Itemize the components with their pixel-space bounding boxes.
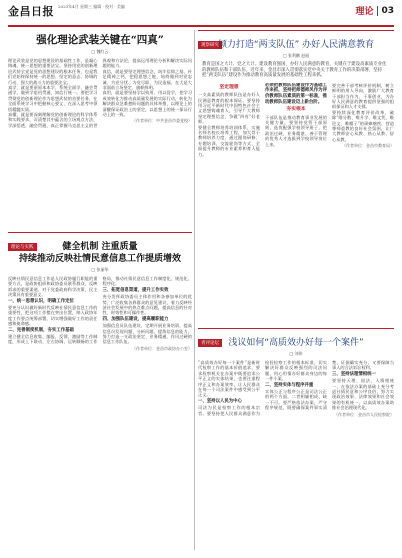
column-divider: [194, 30, 195, 550]
article-body: [8, 276, 192, 351]
paragraph: “高质效办好每一个案件”是新时代检察工作的基本价值追求，要求检察机关在办案中既要追求公平正义的实体结果，也要注重程序正义和办案效率，让人民群众在每一个司法案件中感受到公平正义。: [198, 360, 260, 398]
right-column: [198, 30, 394, 554]
paragraph: 加强信息员队伍建设，定期开展业务培训，提高信息员发现问题、分析问题、提炼信息的能力，努力打造一支政治坚定、业务精通、作风过硬的信息工作队伍。: [102, 323, 192, 345]
issue-info: 2023年4月 星期三 编辑 · 校对 · 美编: [58, 4, 125, 9]
column-tag: 青评论坛: [198, 339, 222, 347]
pull-quote: 必须把教师队伍建设作为基础工作来抓，坚持把师德师风作为评价教师队伍素质的第一标准，推动教师队伍建设迈上新台阶。: [265, 82, 327, 105]
section-label: 理论: [355, 7, 374, 17]
article-left-bottom: [8, 232, 192, 550]
article-right-top: [198, 30, 394, 324]
sub-heading: 一、统一思想认识，明确工作定位: [8, 298, 74, 304]
article-lead: 教育是国之大计、党之大计。建设教育强国，办好人民满意的教育，关键在于建设高素质专业化的教师队伍和干部队伍。近年来，金昌市深入贯彻落实党中央关于教育工作的决策部署，坚持把“两支队伍”建设作为推动教育高质量发展的基础性工程来抓。: [202, 62, 387, 79]
article-byline: □ 魏红云: [91, 49, 109, 54]
masthead: [0, 0, 402, 26]
article-body: [8, 58, 192, 128]
sub-heading: 夯实根本: [286, 107, 306, 113]
article-right-bottom: [198, 328, 394, 552]
article-headline: 强化理论武装关键在“四真”: [36, 34, 164, 46]
paragraph: 司法为民是检察工作的根本宗旨。要坚持把人民群众满意作为检验检察工作的根本标准，切实解决好群众反映强烈的司法问题，用心用情办好群众身边的每一件小案。: [198, 360, 327, 416]
masthead-rule: [8, 25, 394, 27]
article-body-wrap: [198, 83, 394, 315]
article-body-wrap: [8, 276, 192, 548]
paragraph: 真懂，就是要深刻理解党的创新理论的科学体系和实践要求，弄清楚其中蕴含的立场观点方法，学深悟透、融会贯通，真正掌握马克思主义的世界观和方法论，提高运用理论分析和解决实际问题的能力。: [8, 58, 192, 128]
column-tag: 理论与实践: [8, 243, 37, 251]
column-tag: 观察研究: [198, 41, 222, 49]
article-byline: □ 张丽华: [91, 267, 109, 272]
article-left-top: [8, 30, 192, 228]
article-body-wrap: [8, 58, 192, 228]
sub-heading: 三、坚持法理情相统一: [332, 371, 376, 377]
author-unit: （作者单位：金昌市人民检察院）: [334, 411, 394, 417]
article-byline: □ 张利鹏 赵丽: [282, 53, 310, 58]
paragraph: 真学，就是要原原本本学、系统全面学、融会贯通学，做到学思用贯通、知信行统一。要把学习贯彻党的创新理论作为思想武装的首要任务，在全面系统学习中把握核心要义，在深入思考中领悟精髓实质。: [8, 85, 98, 112]
masthead-right: [355, 4, 394, 17]
paragraph: 真信，就是要坚定理想信念，筑牢信仰之基，补足精神之钙，把稳思想之舵，始终做到对党忠诚、为党分忧、为党尽职、为民造福，在大是大非面前立场坚定、旗帜鲜明。: [102, 68, 192, 91]
article-body-wrap: [198, 360, 394, 550]
sub-heading: 二、坚持实体与程序并重: [265, 382, 314, 388]
page-number: 03: [377, 6, 394, 16]
paragraph: 要完善干部考核评价机制，树立鲜明的用人导向，激励广大教育干部担当作为、干事创业，为办好人民满意的教育提供坚强的组织保证和人才支撑。: [332, 82, 394, 110]
paragraph: 一支高素质的教师队伍是办好人民满意教育的根本保证。要坚持用习近平新时代中国特色社会主义思想铸魂育人，引导广大教师坚定理想信念，争做“四有”好老师。: [198, 92, 260, 125]
paragraph: 要充分认识做好新时代反映社情民意信息工作的重要性，把这项工作摆在突出位置，纳入政协年度工作要点统筹部署，切实增强做好工作的责任感和使命感。: [8, 305, 98, 327]
paragraph: 要持续深化教育评价改革，破除“唯分数、唯升学、唯文凭、唯论文、唯帽子”的顽瘴痼疾，营造尊师重教的良好社会氛围，让广大教师安心从教、热心从教、舒心从教。: [332, 109, 394, 142]
paragraph: 充分发挥政协委员主体作用和各参加单位的优势，广泛收集各界群众的意见建议，着力反映经济社会发展中的热点难点问题，提高信息的针对性、时效性和可操作性。: [102, 294, 192, 316]
article-headline: 倾力打造“两支队伍” 办好人民满意教育: [217, 40, 375, 50]
paragraph: 建立健全信息收集、编报、反馈、激励等工作制度，形成上下联动、左右协调、运转顺畅的工作格局，推动社情民意信息工作制度化、规范化、程序化。: [8, 276, 192, 345]
article-body: [198, 83, 394, 157]
author-unit: （作者单位：金昌市政协办公室）: [132, 345, 192, 351]
article-body: [198, 360, 394, 417]
sub-heading: 三、拓宽信息渠道，提升工作实效: [102, 287, 169, 293]
paragraph: 要坚持天理、国法、人情相统一，在依法办案的基础上充分考虑社情民意和公序良俗，努力实现政治效果、法律效果和社会效果的有机统一，以高质效办案助推社会治理现代化。: [332, 378, 394, 411]
author-unit: （作者单位：中共金昌市委党校）: [132, 118, 192, 124]
paragraph: 真用，就是要坚持学以致用、用以促学，把学习成效转化为推动高质量发展的实际行动，转化为解决群众急难愁盼问题的具体举措，以理论上的清醒保证政治上的坚定，以思想上的统一保证行动上的一致。: [102, 90, 192, 118]
paragraph: 实体公正与程序公正是司法公正的两个方面，二者相辅相成、缺一不可。要严格依法办案，严守程序规范，既要确保案件事实清楚、证据确实充分，又要保障当事人的合法诉讼权利。: [265, 360, 394, 411]
left-column: [8, 30, 192, 554]
author-unit: （作者单位：金昌市教育局）: [342, 143, 394, 149]
paragraph: 干部队伍是推动教育事业发展的关键力量。要坚持党管干部原则，选优配强学校领导班子，把政治过硬、业务精湛、善于管理的优秀人才选拔到学校领导岗位上来。: [265, 114, 327, 147]
sub-heading: 二、完善制度机制，夯实工作基础: [8, 327, 74, 333]
article-headline: 浅议如何“高质效办好每一个案件”: [228, 338, 364, 348]
paper-name: 金昌日报: [8, 5, 54, 18]
paragraph: 要健全教师培养培训体系，实施名师名校长培养工程，加大骨干教师培养力度，通过跟岗研修、专题培训、交流轮岗等方式，全面提升教师的专业素养和育人能力。: [198, 124, 260, 157]
article-headline-line2: 持续推动反映社情民意信息工作提质增效: [18, 254, 181, 264]
sub-heading: 坚定理想: [219, 84, 239, 90]
paragraph: 反映社情民意信息工作是人民政协履行职能的重要方式，是政协组织和政协委员联系群众、反映诉求的重要渠道，对于党委政府科学决策、民主决策具有重要意义。: [8, 276, 98, 298]
sub-heading: 一、坚持以人民为中心: [198, 398, 242, 404]
sub-heading: 四、加强队伍建设，提高履职能力: [102, 316, 169, 322]
paragraph: 理论武装是党的思想建设的基础性工作，是凝心铸魂、统一思想的重要法宝。坚持用党的创新理论武装全党是党的思想建设的根本任务，也是我们党始终保持统一的思想、坚定的意志、协调的行动、强大的战斗力的重要法宝。: [8, 58, 98, 85]
article-headline-line1: 健全机制 注重质量: [62, 242, 138, 252]
article-byline: □ 刘伟: [289, 351, 303, 356]
